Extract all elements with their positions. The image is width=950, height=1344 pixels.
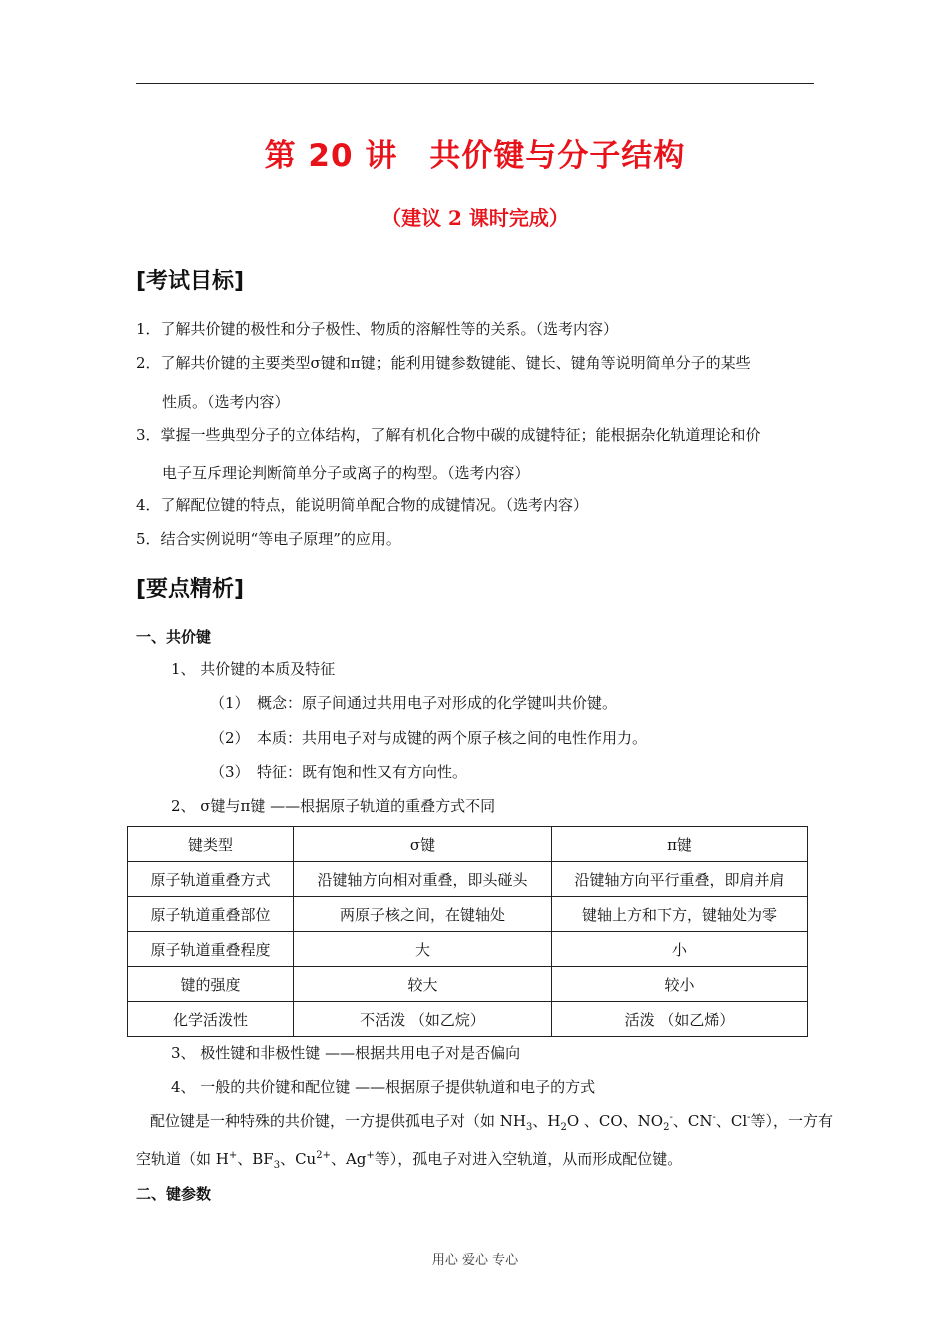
page-footer: 用心 爱心 专心 xyxy=(431,1253,519,1268)
table-cell: 键的强度 xyxy=(128,967,294,1002)
table-cell: 键轴上方和下方，键轴处为零 xyxy=(552,897,808,932)
table-cell: 原子轨道重叠部位 xyxy=(128,897,294,932)
point-sub: （1） 概念：原子间通过共用电子对形成的化学键叫共价键。 xyxy=(210,694,618,712)
table-header-cell: 键类型 xyxy=(128,827,294,862)
objective-item: 1．了解共价键的极性和分子极性、物质的溶解性等的关系。（选考内容） xyxy=(136,320,619,338)
objective-item: 4．了解配位键的特点，能说明简单配合物的成键情况。（选考内容） xyxy=(136,496,589,514)
table-row xyxy=(128,967,808,1002)
table-cell: 不活泼 （如乙烷） xyxy=(294,1002,552,1037)
table-header-row xyxy=(128,827,808,862)
header-rule xyxy=(136,83,814,84)
page-title: 第 20 讲 共价键与分子结构 xyxy=(264,138,686,174)
table-cell: 沿键轴方向相对重叠，即头碰头 xyxy=(294,862,552,897)
table-cell: 化学活泼性 xyxy=(128,1002,294,1037)
point-heading: 2、 σ键与π键 ——根据原子轨道的重叠方式不同 xyxy=(171,797,496,815)
objective-item: 3．掌握一些典型分子的立体结构，了解有机化合物中碳的成键特征；能根据杂化轨道理论和价 xyxy=(136,426,761,444)
point-heading: 1、 共价键的本质及特征 xyxy=(171,660,336,678)
objectives-heading: [考试目标] xyxy=(136,269,245,294)
table-cell: 较小 xyxy=(552,967,808,1002)
objective-item-continued: 电子互斥理论判断简单分子或离子的构型。（选考内容） xyxy=(162,464,530,482)
bond-type-table xyxy=(127,826,808,1037)
table-cell: 小 xyxy=(552,932,808,967)
point-sub: （2） 本质：共用电子对与成键的两个原子核之间的电性作用力。 xyxy=(210,729,648,747)
point-heading: 3、 极性键和非极性键 ——根据共用电子对是否偏向 xyxy=(171,1044,521,1062)
page-subtitle: （建议 2 课时完成） xyxy=(381,206,569,230)
table-cell: 较大 xyxy=(294,967,552,1002)
analysis-heading: [要点精析] xyxy=(136,577,245,602)
table-row xyxy=(128,862,808,897)
table-cell: 原子轨道重叠程度 xyxy=(128,932,294,967)
table-cell: 大 xyxy=(294,932,552,967)
point-heading: 4、 一般的共价键和配位键 ——根据原子提供轨道和电子的方式 xyxy=(171,1078,596,1096)
part1-heading: 一、共价键 xyxy=(136,628,212,646)
table-row xyxy=(128,897,808,932)
objective-item: 2．了解共价键的主要类型σ键和π键；能利用键参数键能、键长、键角等说明简单分子的某些 xyxy=(136,354,751,372)
table-cell: 原子轨道重叠方式 xyxy=(128,862,294,897)
table-row xyxy=(128,1002,808,1037)
table-header-cell: π键 xyxy=(552,827,808,862)
objective-item-continued: 性质。（选考内容） xyxy=(162,393,290,411)
part2-heading: 二、键参数 xyxy=(136,1185,212,1203)
coordination-bond-text: 配位键是一种特殊的共价键，一方提供孤电子对（如 $NH_3$、$H_2O$ 、CO、$NO_2^-$、CN-、Cl-等），一方有 xyxy=(150,1112,834,1133)
table-cell: 活泼 （如乙烯） xyxy=(552,1002,808,1037)
table-row xyxy=(128,932,808,967)
point-sub: （3） 特征：既有饱和性又有方向性。 xyxy=(210,763,468,781)
table-cell: 两原子核之间，在键轴处 xyxy=(294,897,552,932)
table-cell: 沿键轴方向平行重叠，即肩并肩 xyxy=(552,862,808,897)
table-header-cell: σ键 xyxy=(294,827,552,862)
objective-item: 5．结合实例说明“等电子原理”的应用。 xyxy=(136,530,401,548)
coordination-bond-text: 空轨道（如 H+、$BF_3$、$Cu^{2+}$、Ag+等），孤电子对进入空轨道，从而形成配位键。 xyxy=(136,1150,683,1171)
